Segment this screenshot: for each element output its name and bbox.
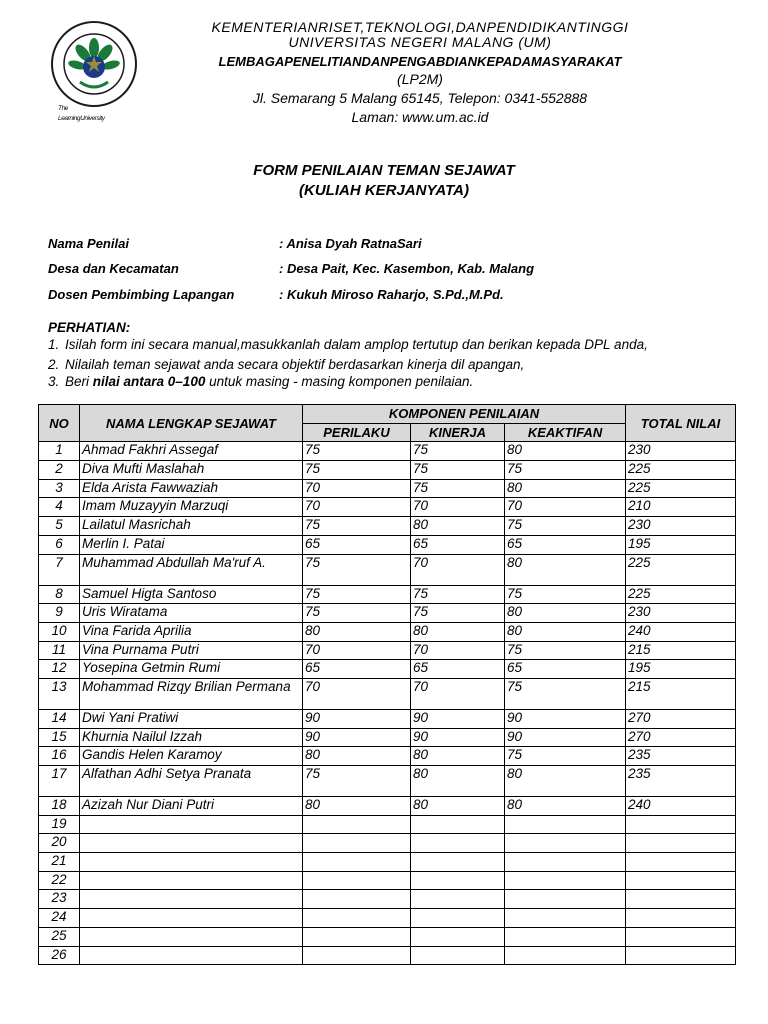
cell-name xyxy=(80,946,303,965)
table-row xyxy=(39,853,736,872)
cell-perilaku: 65 xyxy=(303,660,411,679)
cell-no: 22 xyxy=(39,871,80,890)
cell-name: Azizah Nur Diani Putri xyxy=(80,797,303,816)
cell-name: Vina Farida Aprilia xyxy=(80,622,303,641)
table-row xyxy=(39,815,736,834)
cell-kinerja: 65 xyxy=(411,535,505,554)
cell-name: Alfathan Adhi Setya Pranata xyxy=(80,766,303,797)
cell-total: 230 xyxy=(626,604,736,623)
cell-no: 25 xyxy=(39,927,80,946)
cell-no: 3 xyxy=(39,479,80,498)
cell-no: 2 xyxy=(39,461,80,480)
cell-no: 23 xyxy=(39,890,80,909)
table-row xyxy=(39,517,736,536)
cell-keaktifan: 80 xyxy=(505,479,626,498)
table-row xyxy=(39,461,736,480)
cell-perilaku xyxy=(303,871,411,890)
cell-kinerja xyxy=(411,890,505,909)
table-row xyxy=(39,709,736,728)
header-total: TOTAL NILAI xyxy=(626,405,736,442)
ministry-line: KEMENTERIANRISET,TEKNOLOGI,DANPENDIDIKANTINGGI xyxy=(211,19,629,35)
cell-perilaku: 75 xyxy=(303,585,411,604)
cell-no: 7 xyxy=(39,554,80,585)
cell-perilaku: 80 xyxy=(303,797,411,816)
cell-perilaku xyxy=(303,890,411,909)
cell-keaktifan: 90 xyxy=(505,728,626,747)
cell-no: 6 xyxy=(39,535,80,554)
cell-perilaku: 80 xyxy=(303,747,411,766)
cell-total: 225 xyxy=(626,554,736,585)
cell-no: 26 xyxy=(39,946,80,965)
info-label: Dosen Pembimbing Lapangan xyxy=(48,287,235,302)
cell-keaktifan: 80 xyxy=(505,442,626,461)
cell-keaktifan: 75 xyxy=(505,678,626,709)
cell-total: 225 xyxy=(626,479,736,498)
cell-kinerja: 70 xyxy=(411,641,505,660)
cell-total xyxy=(626,853,736,872)
cell-keaktifan xyxy=(505,834,626,853)
university-line: UNIVERSITAS NEGERI MALANG (UM) xyxy=(288,34,552,50)
cell-total: 270 xyxy=(626,709,736,728)
cell-no: 9 xyxy=(39,604,80,623)
table-row xyxy=(39,766,736,797)
um-seal-logo xyxy=(50,20,138,108)
cell-keaktifan: 65 xyxy=(505,535,626,554)
table-row xyxy=(39,479,736,498)
notice-heading: PERHATIAN: xyxy=(48,320,131,335)
cell-perilaku: 75 xyxy=(303,766,411,797)
cell-perilaku xyxy=(303,834,411,853)
cell-name: Dwi Yani Pratiwi xyxy=(80,709,303,728)
table-row xyxy=(39,641,736,660)
header-perilaku: PERILAKU xyxy=(303,423,411,442)
cell-keaktifan: 90 xyxy=(505,709,626,728)
cell-total: 230 xyxy=(626,517,736,536)
cell-name: Khurnia Nailul Izzah xyxy=(80,728,303,747)
cell-perilaku: 70 xyxy=(303,479,411,498)
cell-perilaku xyxy=(303,815,411,834)
cell-keaktifan xyxy=(505,946,626,965)
cell-total xyxy=(626,890,736,909)
info-label: Desa dan Kecamatan xyxy=(48,261,179,276)
tagline: The LearningUniversity xyxy=(58,105,105,122)
cell-name xyxy=(80,853,303,872)
cell-name: Diva Mufti Maslahah xyxy=(80,461,303,480)
cell-perilaku: 70 xyxy=(303,641,411,660)
cell-no: 16 xyxy=(39,747,80,766)
cell-kinerja xyxy=(411,909,505,928)
info-value: : Anisa Dyah RatnaSari xyxy=(279,236,422,251)
cell-kinerja: 75 xyxy=(411,479,505,498)
cell-kinerja: 70 xyxy=(411,498,505,517)
info-value: : Desa Pait, Kec. Kasembon, Kab. Malang xyxy=(279,261,535,276)
cell-no: 15 xyxy=(39,728,80,747)
cell-name: Vina Purnama Putri xyxy=(80,641,303,660)
cell-perilaku: 75 xyxy=(303,554,411,585)
cell-total: 235 xyxy=(626,766,736,797)
table-row xyxy=(39,554,736,585)
cell-name: Uris Wiratama xyxy=(80,604,303,623)
assessment-table xyxy=(38,404,736,965)
cell-total: 235 xyxy=(626,747,736,766)
table-row xyxy=(39,927,736,946)
cell-kinerja xyxy=(411,871,505,890)
cell-kinerja: 80 xyxy=(411,797,505,816)
cell-no: 1 xyxy=(39,442,80,461)
cell-perilaku: 75 xyxy=(303,604,411,623)
header-no: NO xyxy=(39,405,80,442)
cell-name: Muhammad Abdullah Ma'ruf A. xyxy=(80,554,303,585)
table-body xyxy=(39,442,736,965)
cell-no: 10 xyxy=(39,622,80,641)
cell-perilaku: 80 xyxy=(303,622,411,641)
cell-perilaku xyxy=(303,909,411,928)
cell-keaktifan xyxy=(505,890,626,909)
header-keaktifan: KEAKTIFAN xyxy=(505,423,626,442)
table-row xyxy=(39,604,736,623)
cell-kinerja: 65 xyxy=(411,660,505,679)
cell-keaktifan: 80 xyxy=(505,766,626,797)
cell-no: 4 xyxy=(39,498,80,517)
table-row xyxy=(39,678,736,709)
cell-keaktifan: 75 xyxy=(505,585,626,604)
cell-total: 195 xyxy=(626,535,736,554)
cell-perilaku: 65 xyxy=(303,535,411,554)
cell-perilaku xyxy=(303,853,411,872)
cell-keaktifan xyxy=(505,815,626,834)
cell-kinerja: 75 xyxy=(411,604,505,623)
cell-keaktifan: 80 xyxy=(505,622,626,641)
cell-no: 5 xyxy=(39,517,80,536)
header-kinerja: KINERJA xyxy=(411,423,505,442)
cell-no: 14 xyxy=(39,709,80,728)
header-name: NAMA LENGKAP SEJAWAT xyxy=(80,405,303,442)
cell-total xyxy=(626,871,736,890)
cell-kinerja: 80 xyxy=(411,766,505,797)
cell-no: 13 xyxy=(39,678,80,709)
cell-perilaku: 70 xyxy=(303,678,411,709)
table-row xyxy=(39,535,736,554)
cell-kinerja xyxy=(411,834,505,853)
cell-perilaku xyxy=(303,927,411,946)
cell-keaktifan: 80 xyxy=(505,604,626,623)
cell-kinerja xyxy=(411,927,505,946)
cell-kinerja: 75 xyxy=(411,585,505,604)
cell-no: 8 xyxy=(39,585,80,604)
cell-total: 215 xyxy=(626,641,736,660)
table-row xyxy=(39,797,736,816)
cell-kinerja: 90 xyxy=(411,728,505,747)
cell-kinerja: 80 xyxy=(411,747,505,766)
cell-total: 230 xyxy=(626,442,736,461)
cell-total xyxy=(626,946,736,965)
cell-no: 20 xyxy=(39,834,80,853)
cell-kinerja: 90 xyxy=(411,709,505,728)
cell-keaktifan xyxy=(505,909,626,928)
institute-line: LEMBAGAPENELITIANDANPENGABDIANKEPADAMASYARAKAT xyxy=(218,54,622,69)
cell-name xyxy=(80,871,303,890)
table-row xyxy=(39,909,736,928)
cell-name xyxy=(80,890,303,909)
cell-no: 21 xyxy=(39,853,80,872)
cell-perilaku xyxy=(303,946,411,965)
cell-perilaku: 90 xyxy=(303,728,411,747)
info-label: Nama Penilai xyxy=(48,236,129,251)
cell-no: 12 xyxy=(39,660,80,679)
cell-name: Yosepina Getmin Rumi xyxy=(80,660,303,679)
cell-name xyxy=(80,927,303,946)
table-row xyxy=(39,834,736,853)
cell-keaktifan: 80 xyxy=(505,554,626,585)
table-row xyxy=(39,890,736,909)
cell-name: Samuel Higta Santoso xyxy=(80,585,303,604)
cell-keaktifan: 70 xyxy=(505,498,626,517)
notice-item: 2. Nilailah teman sejawat anda secara objektif berdasarkan kinerja dil apangan, xyxy=(48,357,525,372)
cell-no: 24 xyxy=(39,909,80,928)
cell-keaktifan: 75 xyxy=(505,641,626,660)
cell-keaktifan: 75 xyxy=(505,461,626,480)
cell-keaktifan: 80 xyxy=(505,797,626,816)
cell-keaktifan: 75 xyxy=(505,517,626,536)
table-row xyxy=(39,747,736,766)
table-row xyxy=(39,585,736,604)
table-row xyxy=(39,946,736,965)
cell-name xyxy=(80,834,303,853)
info-value: : Kukuh Miroso Raharjo, S.Pd.,M.Pd. xyxy=(279,287,504,302)
address-line: Jl. Semarang 5 Malang 65145, Telepon: 0341-552888 xyxy=(252,90,588,106)
cell-total xyxy=(626,909,736,928)
form-title: FORM PENILAIAN TEMAN SEJAWAT xyxy=(253,162,515,179)
notice-section xyxy=(48,319,688,390)
cell-keaktifan: 65 xyxy=(505,660,626,679)
cell-no: 18 xyxy=(39,797,80,816)
cell-kinerja: 75 xyxy=(411,442,505,461)
cell-total: 270 xyxy=(626,728,736,747)
cell-perilaku: 75 xyxy=(303,517,411,536)
cell-name xyxy=(80,909,303,928)
table-row xyxy=(39,871,736,890)
table-row xyxy=(39,622,736,641)
letterhead xyxy=(150,20,690,127)
notice-item: 3. Beri nilai antara 0–100 untuk masing - masing komponen penilaian. xyxy=(48,374,474,389)
cell-total: 210 xyxy=(626,498,736,517)
website-line: Laman: www.um.ac.id xyxy=(351,109,489,125)
cell-total: 215 xyxy=(626,678,736,709)
table-row xyxy=(39,442,736,461)
cell-name xyxy=(80,815,303,834)
cell-keaktifan xyxy=(505,871,626,890)
cell-name: Imam Muzayyin Marzuqi xyxy=(80,498,303,517)
cell-keaktifan xyxy=(505,853,626,872)
cell-total xyxy=(626,815,736,834)
cell-perilaku: 90 xyxy=(303,709,411,728)
cell-kinerja: 75 xyxy=(411,461,505,480)
cell-kinerja: 70 xyxy=(411,554,505,585)
cell-kinerja: 70 xyxy=(411,678,505,709)
cell-name: Lailatul Masrichah xyxy=(80,517,303,536)
cell-keaktifan xyxy=(505,927,626,946)
notice-item: 1. Isilah form ini secara manual,masukkanlah dalam amplop tertutup dan berikan kepada DPL anda, xyxy=(48,337,648,352)
form-subtitle: (KULIAH KERJANYATA) xyxy=(299,182,469,199)
table-row xyxy=(39,728,736,747)
cell-total: 225 xyxy=(626,585,736,604)
cell-total: 225 xyxy=(626,461,736,480)
table-row xyxy=(39,498,736,517)
cell-name: Mohammad Rizqy Brilian Permana xyxy=(80,678,303,709)
cell-no: 19 xyxy=(39,815,80,834)
cell-no: 17 xyxy=(39,766,80,797)
cell-perilaku: 75 xyxy=(303,442,411,461)
table-row xyxy=(39,660,736,679)
cell-total xyxy=(626,927,736,946)
cell-kinerja: 80 xyxy=(411,622,505,641)
cell-name: Ahmad Fakhri Assegaf xyxy=(80,442,303,461)
cell-no: 11 xyxy=(39,641,80,660)
cell-total xyxy=(626,834,736,853)
cell-perilaku: 70 xyxy=(303,498,411,517)
cell-kinerja xyxy=(411,815,505,834)
cell-kinerja: 80 xyxy=(411,517,505,536)
cell-kinerja xyxy=(411,853,505,872)
cell-name: Elda Arista Fawwaziah xyxy=(80,479,303,498)
cell-total: 240 xyxy=(626,622,736,641)
cell-perilaku: 75 xyxy=(303,461,411,480)
cell-total: 240 xyxy=(626,797,736,816)
cell-name: Gandis Helen Karamoy xyxy=(80,747,303,766)
cell-total: 195 xyxy=(626,660,736,679)
cell-kinerja xyxy=(411,946,505,965)
header-komponen: KOMPONEN PENILAIAN xyxy=(303,405,626,424)
cell-name: Merlin I. Patai xyxy=(80,535,303,554)
institute-abbrev: (LP2M) xyxy=(397,71,443,87)
cell-keaktifan: 75 xyxy=(505,747,626,766)
